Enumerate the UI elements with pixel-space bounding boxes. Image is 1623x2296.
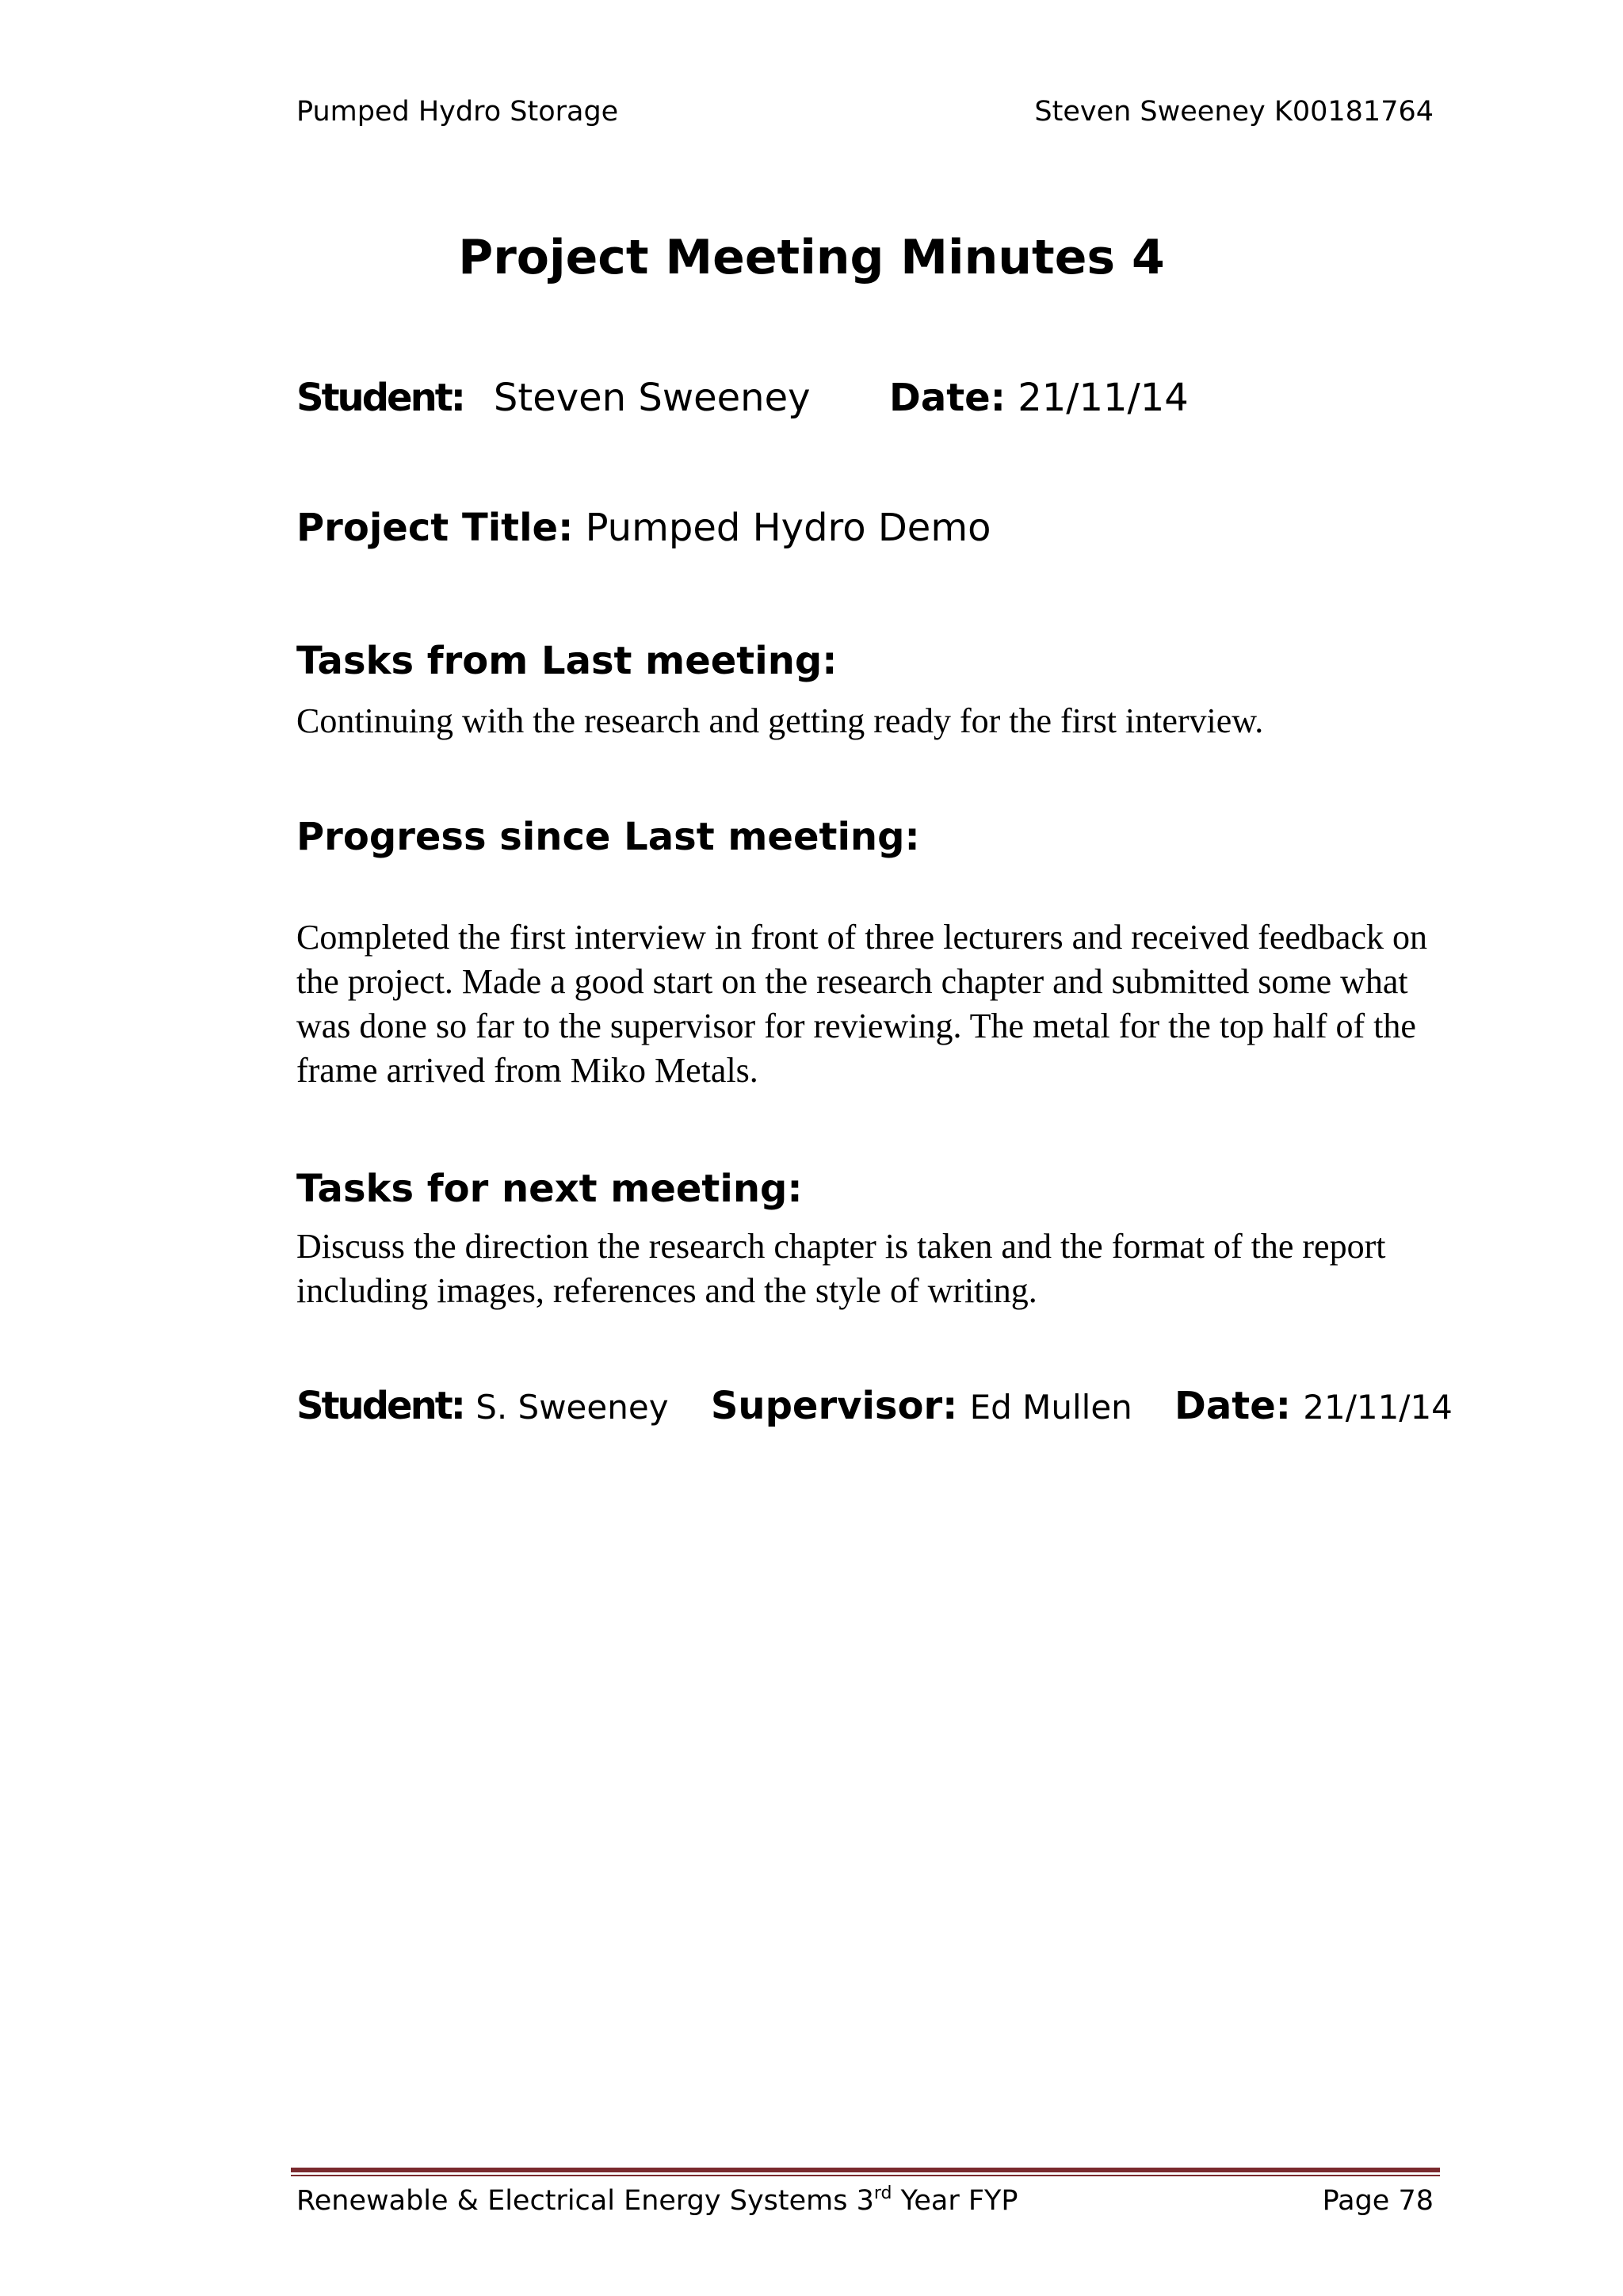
project-title-label: Project Title: bbox=[296, 506, 574, 550]
footer-left-tail: Year FYP bbox=[892, 2185, 1018, 2217]
project-title-value: Pumped Hydro Demo bbox=[585, 506, 991, 550]
student-label: Student: bbox=[296, 376, 464, 420]
footer-left-main: Renewable & Electrical Energy Systems 3 bbox=[296, 2185, 874, 2217]
tasks-last-heading: Tasks from Last meeting: bbox=[296, 639, 838, 683]
tasks-next-heading: Tasks for next meeting: bbox=[296, 1167, 803, 1211]
progress-body: Completed the first interview in front of three lecturers and received feedback on the project. Made a good start on the research chapter and submitted some what was done so far to the supervisor for reviewing. The metal for the top half of the frame arrived from Miko Metals. bbox=[296, 918, 1427, 1090]
student-date-row bbox=[296, 376, 1189, 420]
signoff-row bbox=[296, 1384, 1453, 1428]
footer-left-text bbox=[296, 2183, 1018, 2217]
progress-heading: Progress since Last meeting: bbox=[296, 815, 920, 859]
header-left-text: Pumped Hydro Storage bbox=[296, 96, 619, 128]
signoff-supervisor-value: Ed Mullen bbox=[969, 1388, 1132, 1427]
signoff-date-label: Date: bbox=[1174, 1384, 1291, 1428]
date-label: Date: bbox=[889, 376, 1006, 420]
header-right-text: Steven Sweeney K00181764 bbox=[1034, 96, 1434, 128]
signoff-supervisor-label: Supervisor: bbox=[710, 1384, 958, 1428]
signoff-student-label: Student: bbox=[296, 1384, 464, 1428]
footer-rule-thin bbox=[291, 2175, 1440, 2176]
footer-left-superscript: rd bbox=[873, 2183, 892, 2203]
signoff-student-value: S. Sweeney bbox=[475, 1388, 669, 1427]
page-title: Project Meeting Minutes 4 bbox=[458, 230, 1165, 285]
tasks-next-body: Discuss the direction the research chapter is taken and the format of the report including images, references and the style of writing. bbox=[296, 1227, 1386, 1310]
tasks-last-body: Continuing with the research and getting ready for the first interview. bbox=[296, 701, 1264, 740]
student-value: Steven Sweeney bbox=[493, 376, 811, 420]
date-value: 21/11/14 bbox=[1018, 376, 1189, 420]
project-title-row bbox=[296, 506, 991, 550]
signoff-date-value: 21/11/14 bbox=[1303, 1388, 1453, 1427]
date-block bbox=[889, 376, 1189, 420]
footer-page-number: Page 78 bbox=[1322, 2185, 1434, 2217]
footer-rule-thick bbox=[291, 2168, 1440, 2172]
